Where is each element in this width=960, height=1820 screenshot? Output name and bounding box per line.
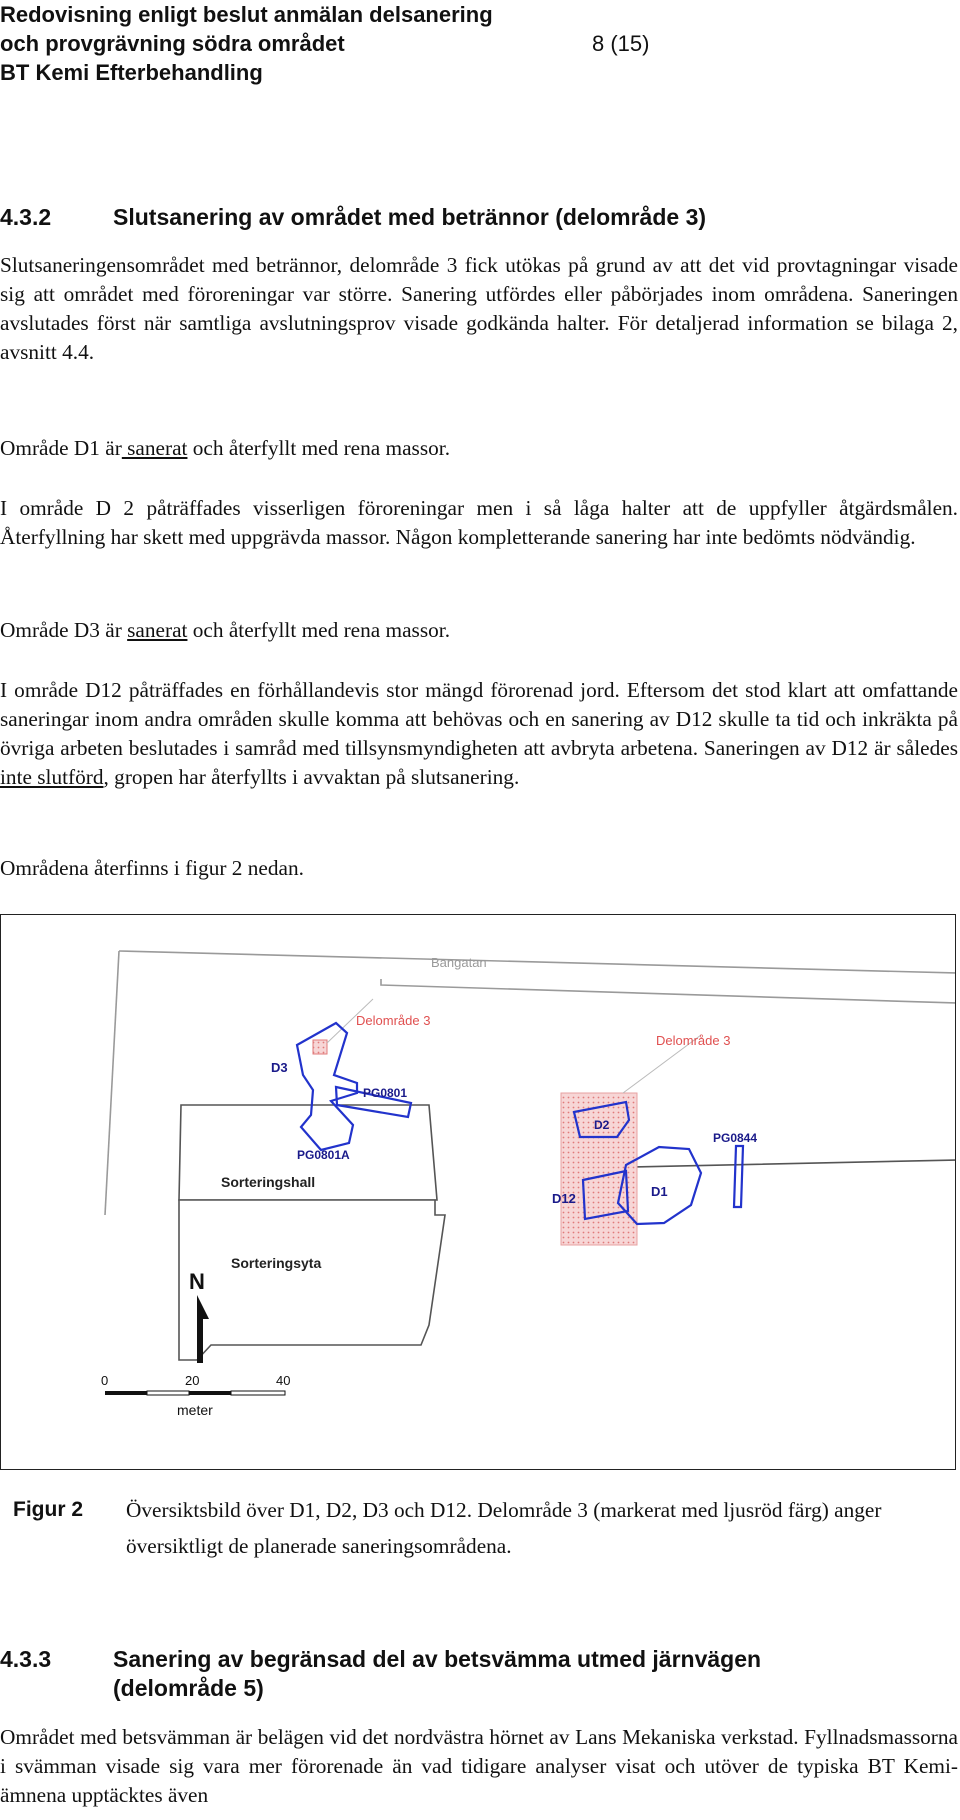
section-title-line-1: Sanering av begränsad del av betsvämma utmed järnvägen	[113, 1646, 762, 1672]
scale-segment-1	[105, 1391, 147, 1395]
text: Område D3 är	[0, 618, 128, 642]
section-heading-4-3-3	[0, 1645, 958, 1703]
paragraph-figure-reference: Områdena återfinns i figur 2 nedan.	[0, 856, 304, 880]
document-header	[0, 0, 960, 87]
scale-unit-label: meter	[177, 1402, 213, 1418]
pg0801-label: PG0801	[363, 1086, 408, 1100]
sorteringshall-label: Sorteringshall	[221, 1174, 316, 1190]
text: I område D12 påträffades en förhållandevis stor mängd förorenad jord. Eftersom det stod klart att omfattande saneringar inom andra områden skulle komma att behövas och en sanering av D12 skulle ta tid och inkräkta på övriga arbeten beslutades i samråd med tillsynsmyndigheten att avbryta arbetena. Saneringen av D12 är således	[0, 678, 958, 760]
text: , gropen har återfyllts i avvaktan på slutsanering.	[103, 765, 520, 789]
delomrade-label-left: Delområde 3	[356, 1013, 431, 1028]
underlined-text: sanerat	[121, 436, 188, 460]
section-heading-4-3-2	[0, 203, 958, 233]
page-number: 8 (15)	[592, 31, 650, 56]
section-title-line-2: (delområde 5)	[113, 1675, 264, 1701]
section-number: 4.3.2	[0, 204, 52, 230]
scale-label-40: 40	[276, 1373, 291, 1388]
text: och återfyllt med rena massor.	[187, 436, 451, 460]
section-title: Slutsanering av området med betrännor (delområde 3)	[113, 204, 707, 230]
figure-caption-text: Översiktsbild över D1, D2, D3 och D12. Delområde 3 (markerat med ljusröd färg) anger översiktligt de planerade saneringsområdena.	[126, 1498, 882, 1558]
pg0801a-label: PG0801A	[297, 1148, 350, 1162]
text: och återfyllt med rena massor.	[187, 618, 451, 642]
scale-label-20: 20	[185, 1373, 200, 1388]
d12-label: D12	[552, 1191, 576, 1206]
d2-label: D2	[594, 1118, 610, 1132]
delomrade-label-right: Delområde 3	[656, 1033, 731, 1048]
text: Område D1 är	[0, 436, 122, 460]
pg0844-label: PG0844	[713, 1131, 758, 1145]
scale-label-0: 0	[101, 1373, 109, 1388]
paragraph-betsvamma: Området med betsvämman är belägen vid det nordvästra hörnet av Lans Mekaniska verkstad. Fyllnadsmassorna i svämman visade sig vara mer förorenade än vad tidigare analyser visat och utöver de typiska BT Kemi-ämnena upptäcktes även	[0, 1725, 958, 1807]
underlined-text: inte slutförd	[0, 765, 104, 789]
paragraph-intro: Slutsaneringensområdet med betrännor, delområde 3 fick utökas på grund av att det vid provtagningar visade sig att området med föroreningar var större. Sanering utfördes eller påbörjades inom områdena. Saneringen avslutades först när samtliga avslutningsprov visade godkända halter. För detaljerad information se bilaga 2, avsnitt 4.4.	[0, 253, 958, 364]
scale-segment-4	[231, 1391, 285, 1395]
paragraph-d3	[0, 616, 958, 645]
site-map	[1, 915, 956, 1470]
scale-segment-2	[147, 1391, 189, 1395]
site-map-figure	[0, 914, 956, 1470]
underlined-text: sanerat	[127, 618, 188, 642]
figure-label: Figur 2	[13, 1498, 84, 1521]
d1-label: D1	[651, 1184, 668, 1199]
paragraph-d12	[0, 676, 958, 792]
sorteringsyta-area	[179, 1200, 445, 1360]
header-title-line-1: Redovisning enligt beslut anmälan delsanering	[0, 2, 493, 27]
street-label: Bangatan	[431, 955, 487, 970]
sorteringsyta-label: Sorteringsyta	[231, 1255, 322, 1271]
north-label: N	[189, 1269, 205, 1294]
header-title-line-2: och provgrävning södra området	[0, 31, 345, 56]
section-number: 4.3.3	[0, 1646, 52, 1672]
d3-label: D3	[271, 1060, 288, 1075]
header-project-name: BT Kemi Efterbehandling	[0, 60, 263, 85]
delomrade-3-zone-left	[313, 1040, 327, 1054]
paragraph-d1	[0, 434, 958, 463]
paragraph-d2: I område D 2 påträffades visserligen föroreningar men i så låga halter att de uppfyller åtgärdsmålen. Återfyllning har skett med uppgrävda massor. Någon kompletterande sanering har inte bedömts nödvändig.	[0, 496, 958, 549]
scale-segment-3	[189, 1391, 231, 1395]
